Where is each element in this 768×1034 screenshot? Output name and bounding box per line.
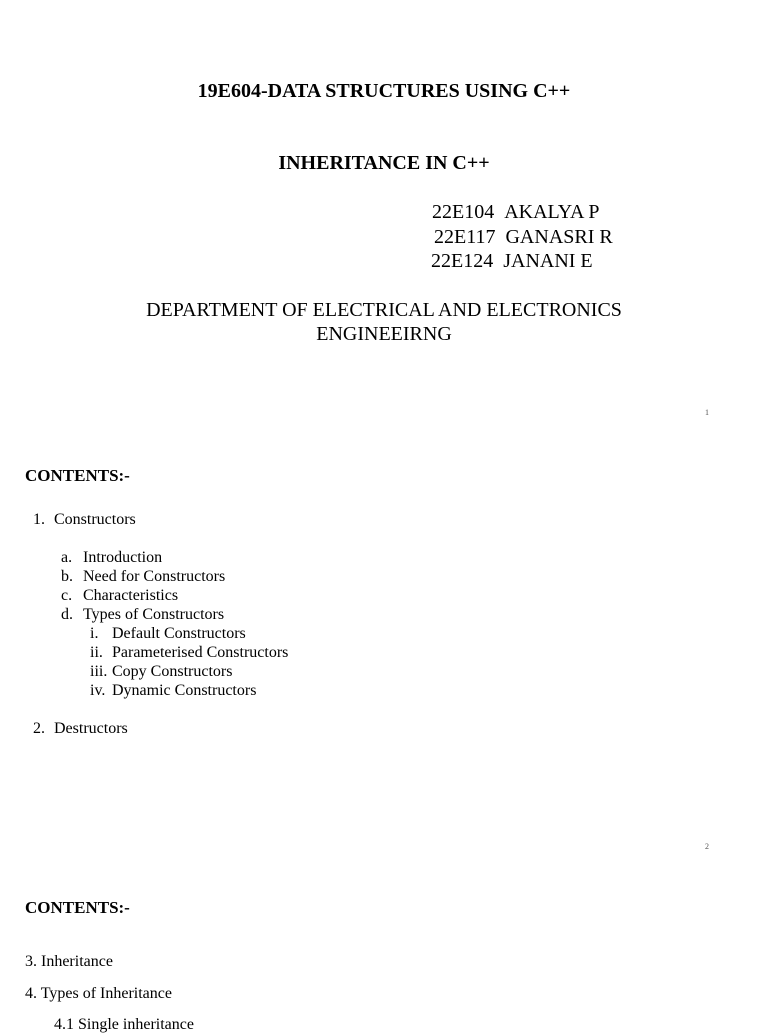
author-row <box>432 201 599 224</box>
topic-title: INHERITANCE IN C++ <box>278 152 490 174</box>
contents-heading: CONTENTS:- <box>25 466 130 485</box>
list-item <box>33 720 128 738</box>
list-label: Parameterised Constructors <box>112 644 289 661</box>
author-row <box>434 226 613 249</box>
list-label: Need for Constructors <box>83 568 226 585</box>
list-item <box>90 682 257 700</box>
list-item: 4. Types of Inheritance <box>25 985 172 1002</box>
list-marker: i. <box>90 625 99 642</box>
list-marker: ii. <box>90 644 103 661</box>
list-item <box>61 568 226 586</box>
contents-heading: CONTENTS:- <box>25 898 130 917</box>
list-item <box>90 625 246 643</box>
page-number: 2 <box>705 842 709 851</box>
list-item <box>33 511 136 529</box>
list-item <box>61 549 163 567</box>
list-item <box>61 587 179 605</box>
list-label: Types of Constructors <box>83 606 225 623</box>
author-name: AKALYA P <box>504 201 600 223</box>
page-number: 1 <box>705 408 709 417</box>
list-marker: iv. <box>90 682 106 699</box>
list-marker: 2. <box>33 720 45 737</box>
department-line: ENGINEEIRNG <box>316 323 452 345</box>
list-marker: c. <box>61 587 73 604</box>
department-name <box>0 298 768 346</box>
list-item: 4.1 Single inheritance <box>54 1016 194 1033</box>
list-marker: b. <box>61 568 73 585</box>
list-label: Copy Constructors <box>112 663 233 680</box>
list-marker: iii. <box>90 663 108 680</box>
list-label: Characteristics <box>83 587 179 604</box>
list-label: Dynamic Constructors <box>112 682 257 699</box>
author-id: 22E117 <box>434 226 496 248</box>
list-item <box>90 644 289 662</box>
list-item <box>61 606 225 624</box>
author-name: JANANI E <box>503 250 593 272</box>
list-item: 3. Inheritance <box>25 953 113 970</box>
list-label: Default Constructors <box>112 625 246 642</box>
list-label: Destructors <box>54 720 128 737</box>
list-item <box>90 663 233 681</box>
course-title: 19E604-DATA STRUCTURES USING C++ <box>197 80 571 102</box>
list-label: Constructors <box>54 511 136 528</box>
list-marker: d. <box>61 606 73 623</box>
author-name: GANASRI R <box>505 226 613 248</box>
author-row <box>431 250 593 273</box>
author-id: 22E124 <box>431 250 494 272</box>
list-marker: a. <box>61 549 73 566</box>
department-line: DEPARTMENT OF ELECTRICAL AND ELECTRONICS <box>146 299 622 321</box>
list-marker: 1. <box>33 511 45 528</box>
author-id: 22E104 <box>432 201 495 223</box>
list-label: Introduction <box>83 549 163 566</box>
